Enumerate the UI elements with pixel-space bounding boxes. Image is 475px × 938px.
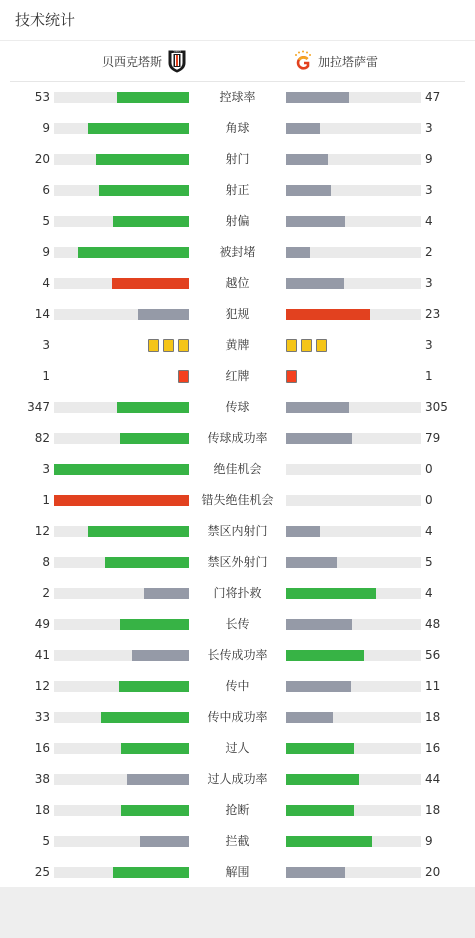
away-bar-track	[286, 402, 421, 413]
home-value: 2	[42, 586, 50, 600]
home-bar-track	[54, 712, 189, 723]
home-bar-fill	[54, 495, 189, 506]
away-bar-fill	[286, 123, 320, 134]
home-value: 347	[27, 400, 50, 414]
galatasaray-logo-icon	[293, 49, 313, 73]
home-value: 16	[34, 741, 50, 755]
home-bar-fill	[117, 402, 189, 413]
stat-label: 被封堵	[219, 245, 256, 259]
stat-row	[0, 702, 475, 733]
away-value: 9	[425, 834, 433, 848]
home-value: 3	[42, 338, 50, 352]
stat-row	[0, 826, 475, 857]
stat-row	[0, 795, 475, 826]
stat-row	[0, 299, 475, 330]
away-bar-fill	[286, 247, 310, 258]
stat-label: 绝佳机会	[213, 462, 262, 476]
home-team[interactable]	[102, 41, 187, 81]
home-bar-fill	[54, 464, 189, 475]
home-value: 41	[34, 648, 50, 662]
away-bar-fill	[286, 154, 328, 165]
home-bar-fill	[119, 681, 189, 692]
stat-label: 传中成功率	[207, 710, 268, 724]
away-value: 4	[425, 524, 433, 538]
home-value: 5	[42, 214, 50, 228]
away-value: 44	[425, 772, 441, 786]
red-card-icon	[178, 370, 189, 383]
home-value: 18	[34, 803, 50, 817]
away-value: 2	[425, 245, 433, 259]
stat-label: 解围	[225, 865, 250, 879]
home-bar-track	[54, 805, 189, 816]
home-value: 20	[34, 152, 50, 166]
home-bar-track	[54, 619, 189, 630]
away-bar-track	[286, 309, 421, 320]
away-value: 5	[425, 555, 433, 569]
away-bar-fill	[286, 867, 345, 878]
stat-label: 传中	[225, 679, 250, 693]
yellow-card-icon	[316, 339, 327, 352]
home-value: 1	[42, 493, 50, 507]
stat-row	[0, 82, 475, 113]
away-bar-track	[286, 278, 421, 289]
stat-label: 黄牌	[225, 338, 250, 352]
away-bar-fill	[286, 92, 349, 103]
away-bar-track	[286, 216, 421, 227]
away-bar-track	[286, 867, 421, 878]
away-bar-fill	[286, 309, 370, 320]
away-bar-fill	[286, 433, 352, 444]
stat-row	[0, 547, 475, 578]
stat-row	[0, 113, 475, 144]
stat-label: 犯规	[225, 307, 250, 321]
home-bar-track	[54, 650, 189, 661]
stat-row	[0, 175, 475, 206]
home-bar-track	[54, 247, 189, 258]
away-bar-track	[286, 92, 421, 103]
home-value: 5	[42, 834, 50, 848]
home-value: 33	[34, 710, 50, 724]
away-bar-track	[286, 805, 421, 816]
away-bar-fill	[286, 712, 333, 723]
stat-label: 角球	[225, 121, 250, 135]
stat-row	[0, 206, 475, 237]
away-value: 47	[425, 90, 441, 104]
away-bar-track	[286, 526, 421, 537]
home-value: 12	[34, 524, 50, 538]
home-bar-fill	[121, 743, 189, 754]
away-value: 18	[425, 803, 441, 817]
home-bar-fill	[101, 712, 189, 723]
away-bar-fill	[286, 650, 364, 661]
home-bar-track	[54, 557, 189, 568]
away-value: 3	[425, 183, 433, 197]
away-bar-fill	[286, 557, 337, 568]
besiktas-logo-icon	[167, 49, 187, 73]
home-value: 49	[34, 617, 50, 631]
away-bar-track	[286, 650, 421, 661]
yellow-card-icon	[148, 339, 159, 352]
home-bar-fill	[99, 185, 189, 196]
home-value: 14	[34, 307, 50, 321]
home-value: 6	[42, 183, 50, 197]
stat-row	[0, 857, 475, 888]
home-bar-fill	[113, 216, 189, 227]
home-bar-track	[54, 216, 189, 227]
away-value: 23	[425, 307, 441, 321]
home-bar-fill	[144, 588, 189, 599]
home-bar-fill	[120, 433, 189, 444]
stat-label: 长传成功率	[207, 648, 268, 662]
stat-row	[0, 485, 475, 516]
away-cards	[286, 339, 327, 352]
yellow-card-icon	[286, 339, 297, 352]
home-bar-track	[54, 526, 189, 537]
stat-label: 禁区外射门	[207, 555, 268, 569]
home-bar-fill	[105, 557, 189, 568]
stat-label: 射正	[225, 183, 250, 197]
away-value: 4	[425, 586, 433, 600]
home-bar-track	[54, 433, 189, 444]
away-value: 0	[425, 493, 433, 507]
away-bar-track	[286, 247, 421, 258]
away-team-name: 加拉塔萨雷	[318, 54, 379, 69]
away-bar-track	[286, 185, 421, 196]
away-value: 18	[425, 710, 441, 724]
away-bar-fill	[286, 185, 331, 196]
home-bar-track	[54, 154, 189, 165]
home-bar-track	[54, 836, 189, 847]
away-value: 20	[425, 865, 441, 879]
away-bar-track	[286, 154, 421, 165]
stat-row	[0, 609, 475, 640]
home-value: 3	[42, 462, 50, 476]
away-value: 9	[425, 152, 433, 166]
away-bar-track	[286, 836, 421, 847]
stat-row	[0, 361, 475, 392]
away-value: 3	[425, 276, 433, 290]
stat-label: 长传	[225, 617, 250, 631]
stat-label: 过人	[225, 741, 250, 755]
home-bar-fill	[132, 650, 189, 661]
home-value: 4	[42, 276, 50, 290]
stat-label: 错失绝佳机会	[201, 493, 274, 507]
stat-row	[0, 578, 475, 609]
red-card-icon	[286, 370, 297, 383]
home-value: 9	[42, 245, 50, 259]
home-bar-fill	[127, 774, 189, 785]
stat-row	[0, 640, 475, 671]
stat-row	[0, 454, 475, 485]
yellow-card-icon	[163, 339, 174, 352]
stat-label: 红牌	[225, 369, 250, 383]
stat-label: 过人成功率	[207, 772, 268, 786]
home-value: 8	[42, 555, 50, 569]
home-bar-track	[54, 92, 189, 103]
away-bar-track	[286, 464, 421, 475]
stat-label: 射偏	[225, 214, 250, 228]
home-value: 12	[34, 679, 50, 693]
away-value: 1	[425, 369, 433, 383]
home-bar-track	[54, 402, 189, 413]
away-bar-fill	[286, 619, 352, 630]
yellow-card-icon	[301, 339, 312, 352]
home-bar-track	[54, 185, 189, 196]
away-bar-track	[286, 743, 421, 754]
page-title: 技术统计	[0, 0, 475, 41]
away-bar-fill	[286, 743, 354, 754]
home-value: 82	[34, 431, 50, 445]
stat-label: 禁区内射门	[207, 524, 268, 538]
home-bar-fill	[121, 805, 189, 816]
away-bar-fill	[286, 216, 345, 227]
home-bar-fill	[88, 526, 189, 537]
away-bar-fill	[286, 588, 376, 599]
away-bar-track	[286, 123, 421, 134]
stat-label: 抢断	[225, 803, 250, 817]
away-bar-fill	[286, 774, 359, 785]
svg-text:1903: 1903	[173, 49, 181, 54]
home-bar-track	[54, 774, 189, 785]
home-bar-fill	[96, 154, 189, 165]
away-bar-track	[286, 619, 421, 630]
home-bar-fill	[117, 92, 189, 103]
teams-header	[10, 41, 465, 82]
home-bar-fill	[112, 278, 189, 289]
home-cards	[178, 370, 189, 383]
home-value: 38	[34, 772, 50, 786]
away-bar-fill	[286, 836, 372, 847]
away-bar-track	[286, 588, 421, 599]
stat-row	[0, 237, 475, 268]
away-value: 48	[425, 617, 441, 631]
stat-row	[0, 733, 475, 764]
stat-row	[0, 268, 475, 299]
away-bar-fill	[286, 526, 320, 537]
stat-row	[0, 671, 475, 702]
stat-row	[0, 392, 475, 423]
home-bar-track	[54, 588, 189, 599]
home-bar-track	[54, 309, 189, 320]
away-bar-track	[286, 712, 421, 723]
away-bar-fill	[286, 402, 349, 413]
home-bar-track	[54, 867, 189, 878]
away-bar-track	[286, 495, 421, 506]
home-bar-track	[54, 278, 189, 289]
home-value: 53	[34, 90, 50, 104]
away-value: 4	[425, 214, 433, 228]
away-bar-track	[286, 557, 421, 568]
stat-row	[0, 330, 475, 361]
stat-row	[0, 144, 475, 175]
home-bar-track	[54, 495, 189, 506]
away-value: 79	[425, 431, 441, 445]
home-bar-track	[54, 743, 189, 754]
stat-label: 越位	[225, 276, 250, 290]
home-value: 1	[42, 369, 50, 383]
stat-label: 拦截	[225, 834, 250, 848]
stat-label: 传球	[225, 400, 250, 414]
away-cards	[286, 370, 297, 383]
away-value: 16	[425, 741, 441, 755]
home-bar-fill	[78, 247, 189, 258]
home-team-name: 贝西克塔斯	[102, 54, 163, 69]
away-bar-fill	[286, 278, 344, 289]
stat-label: 传球成功率	[207, 431, 268, 445]
home-bar-track	[54, 123, 189, 134]
away-value: 11	[425, 679, 441, 693]
away-bar-fill	[286, 681, 351, 692]
stat-label: 射门	[225, 152, 250, 166]
away-bar-track	[286, 774, 421, 785]
home-value: 9	[42, 121, 50, 135]
away-value: 56	[425, 648, 441, 662]
home-bar-fill	[138, 309, 189, 320]
stat-label: 控球率	[219, 90, 256, 104]
stat-row	[0, 516, 475, 547]
home-bar-fill	[88, 123, 189, 134]
home-cards	[148, 339, 189, 352]
away-bar-fill	[286, 805, 354, 816]
home-value: 25	[34, 865, 50, 879]
home-bar-track	[54, 681, 189, 692]
away-value: 305	[425, 400, 448, 414]
stat-label: 门将扑救	[213, 586, 262, 600]
home-bar-fill	[140, 836, 189, 847]
home-bar-track	[54, 464, 189, 475]
away-bar-track	[286, 433, 421, 444]
away-value: 3	[425, 121, 433, 135]
away-bar-track	[286, 681, 421, 692]
yellow-card-icon	[178, 339, 189, 352]
stat-row	[0, 423, 475, 454]
stat-row	[0, 764, 475, 795]
away-team[interactable]	[293, 41, 378, 81]
away-value: 0	[425, 462, 433, 476]
away-value: 3	[425, 338, 433, 352]
home-bar-fill	[113, 867, 189, 878]
home-bar-fill	[120, 619, 189, 630]
